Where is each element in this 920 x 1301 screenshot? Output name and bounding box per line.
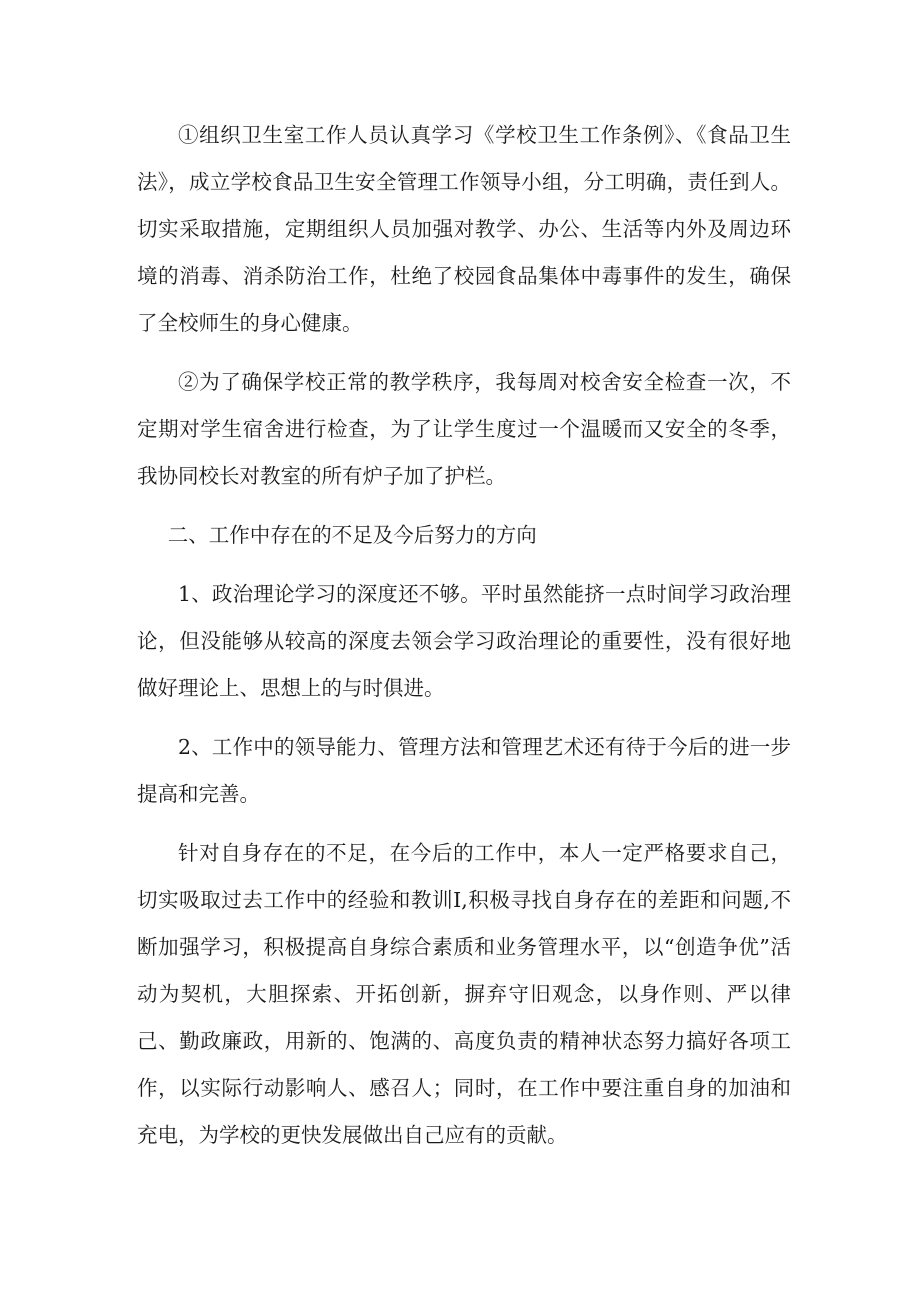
section-heading: 二、工作中存在的不足及今后努力的方向 xyxy=(167,523,537,547)
paragraph-improvement-plan: 针对自身存在的不足，在今后的工作中，本人一定严格要求自己，切实吸取过去工作中的经验和教训I,积极寻找自身存在的差距和问题,不断加强学习，积极提高自身综合素质和业务管理水平，以“创造争优”活动为契机，大胆探索、开拓创新，摒弃守旧观念，以身作则、严以律己、勤政廉政，用新的、饱满的、高度负责的精神状态努力搞好各项工作，以实际行动影响人、感召人；同时，在工作中要注重自身的加油和充电，为学校的更快发展做出自己应有的贡献。 xyxy=(137,841,791,1147)
paragraph-safety-inspection: ②为了确保学校正常的教学秩序，我每周对校舍安全检查一次，不定期对学生宿舍进行检查，为了让学生度过一个温暖而又安全的冬季，我协同校长对教室的所有炉子加了护栏。 xyxy=(137,370,791,488)
paragraph-shortcoming-1: 1、政治理论学习的深度还不够。平时虽然能挤一点时间学习政治理论，但没能够从较高的深度去领会学习政治理论的重要性，没有很好地做好理论上、思想上的与时俱进。 xyxy=(137,582,791,700)
paragraph-hygiene: ①组织卫生室工作人员认真学习《学校卫生工作条例》、《食品卫生法》，成立学校食品卫生安全管理工作领导小组，分工明确，责任到人。切实采取措施，定期组织人员加强对教学、办公、生活等内外及周边环境的消毒、消杀防治工作，杜绝了校园食品集体中毒事件的发生，确保了全校师生的身心健康。 xyxy=(137,123,791,335)
paragraph-shortcoming-2: 2、工作中的领导能力、管理方法和管理艺术还有待于今后的进一步提高和完善。 xyxy=(137,735,791,806)
document-body xyxy=(137,112,791,1171)
